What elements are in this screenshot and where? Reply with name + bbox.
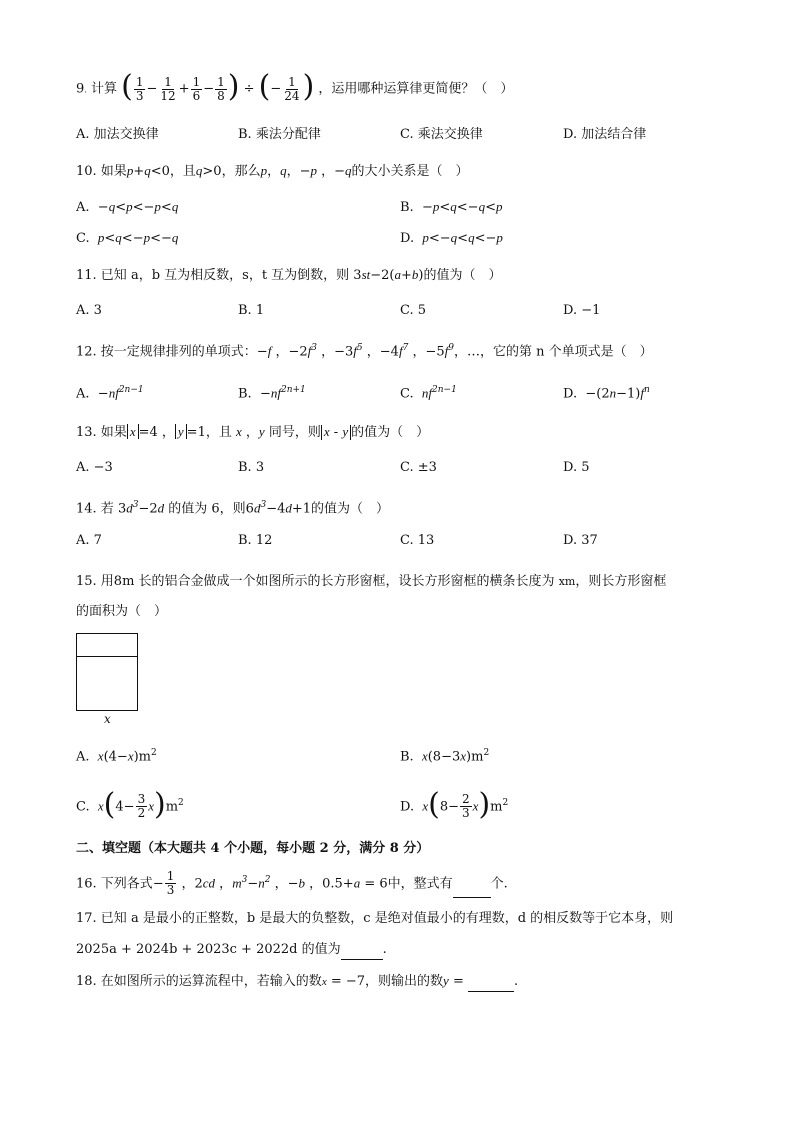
q14-option-c: C. 13 xyxy=(400,533,435,548)
q9-number: 9 xyxy=(76,81,85,97)
q14-option-d: D. 37 xyxy=(563,533,598,548)
q9-stem: 9. 计算 ( $\frac{1}{3}$ − $\frac{1}{12}$ + $\frac{1}{6}$ − $\frac{1}{8}$ ) ÷ (− $\frac{1}{24}$ ) ，运用哪种运算律更简便？（ ） xyxy=(76,69,514,104)
q11-option-d: D. −1 xyxy=(563,303,601,318)
q9-option-a: A. 加法交换律 xyxy=(76,127,159,142)
q17-stem-line1: 17. 已知 a 是最小的正整数，b 是最大的负整数，c 是绝对值最小的有理数，d 的相反数等于它本身，则 xyxy=(76,911,674,926)
q10-stem: 10. 如果p+q<0，且q>0，那么p，q，−p ，−q的大小关系是（ ） xyxy=(76,163,469,179)
q14-option-b: B. 12 xyxy=(238,533,273,548)
figure-x-label: x xyxy=(104,712,111,726)
q12-option-c: C. $nf^{2n-1}$ xyxy=(400,385,457,402)
q14-option-a: A. 7 xyxy=(76,533,102,548)
q9-suffix: ，运用哪种运算律更简便？（ ） xyxy=(318,81,514,97)
q9-option-c: C. 乘法交换律 xyxy=(400,127,483,142)
q11-stem: 11. 已知 a，b 互为相反数，s，t 互为倒数，则 3st−2(a+b)的值为（ ） xyxy=(76,267,502,283)
q15-option-b: B. $x(8-3x)m^2$ xyxy=(400,748,490,765)
q18-answer-blank[interactable] xyxy=(468,977,514,992)
q9-option-b: B. 乘法分配律 xyxy=(238,127,321,142)
q15-option-d: D. x(8− $\frac{2}{3}$ $x)m^2$ xyxy=(400,786,509,822)
q15-stem-line1: 15. 用8m 长的铝合金做成一个如图所示的长方形窗框，设长方形窗框的横条长度为 xm，则长方形窗框 xyxy=(76,574,667,589)
q11-option-a: A. 3 xyxy=(76,303,102,318)
window-frame-figure xyxy=(76,633,138,711)
q17-stem-line2: 2025a + 2024b + 2023c + 2022d 的值为 . xyxy=(76,940,387,960)
q10-option-d: D. p<−q<q<−p xyxy=(400,230,503,246)
q10-option-c: C. p<q<−p<−q xyxy=(76,230,179,246)
q18-stem: 18. 在如图所示的运算流程中，若输入的数x = −7，则输出的数y = . xyxy=(76,971,518,992)
q14-stem: 14. 若 $3d^3-2d$ 的值为 6，则$6d^3-4d+1$的值为（ ） xyxy=(76,500,390,517)
q9-option-d: D. 加法结合律 xyxy=(563,127,647,142)
q15-option-a: A. $x(4-x)m^2$ xyxy=(76,748,157,765)
q13-option-a: A. −3 xyxy=(76,460,113,475)
q11-option-c: C. 5 xyxy=(400,303,427,318)
window-crossbar xyxy=(77,656,137,657)
q15-stem-line2: 的面积为（ ） xyxy=(76,604,168,619)
q11-option-b: B. 1 xyxy=(238,303,265,318)
q13-option-d: D. 5 xyxy=(563,460,590,475)
q9-prefix: 计算 xyxy=(90,81,117,97)
q12-stem: 12. 按一定规律排列的单项式：−f ，$-2f^3$ ，$-3f^5$ ，$-4f^7$ ，$-5f^9$，…，它的第 n 个单项式是（ ） xyxy=(76,343,653,360)
q17-answer-blank[interactable] xyxy=(341,945,383,960)
q12-option-b: B. $-nf^{2n+1}$ xyxy=(238,385,306,402)
q12-option-d: D. $-(2n-1)f^n$ xyxy=(563,385,650,402)
section-2-heading: 二、填空题（本大题共 4 个小题，每小题 2 分，满分 8 分） xyxy=(76,841,430,856)
q10-option-a: A. −q<p<−p<q xyxy=(76,199,179,215)
q13-option-c: C. ±3 xyxy=(400,460,437,475)
q16-answer-blank[interactable] xyxy=(453,883,491,898)
q10-option-b: B. −p<q<−q<p xyxy=(400,199,503,215)
q13-stem: 13. 如果 x =4 ， y =1，且 x ，y 同号，则 x - y 的值为（ ） xyxy=(76,424,430,440)
q13-option-b: B. 3 xyxy=(238,460,265,475)
q12-option-a: A. $-nf^{2n-1}$ xyxy=(76,385,144,402)
q16-stem: 16. 下列各式− $\frac{1}{3}$ ，2cd ，$m^3-n^2$ ，−b ，0.5+a = 6中，整式有 个. xyxy=(76,869,508,898)
q15-option-c: C. x(4− $\frac{3}{2}$ $x)m^2$ xyxy=(76,786,184,822)
